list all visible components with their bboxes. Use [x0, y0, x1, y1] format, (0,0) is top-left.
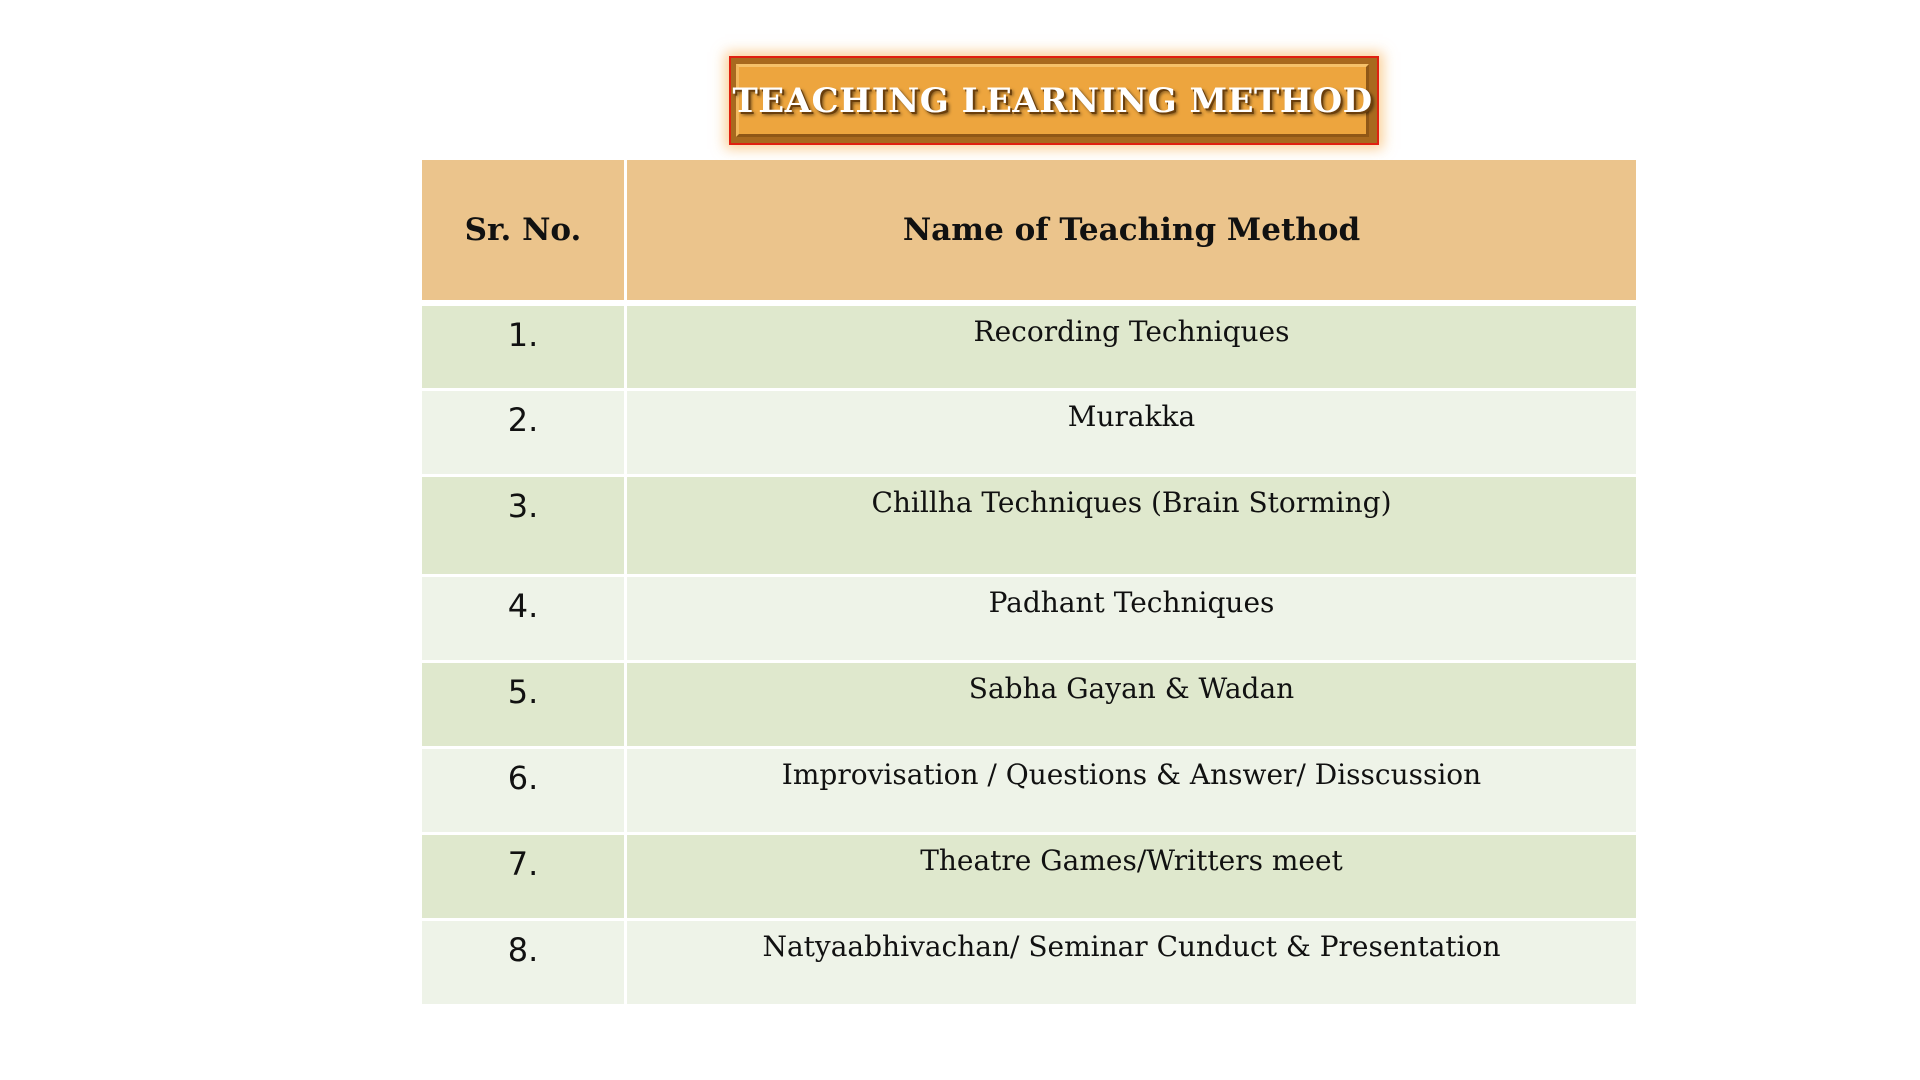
table-row: [422, 661, 1636, 747]
row-sr-no: 6.: [422, 747, 626, 833]
row-sr-no: 3.: [422, 475, 626, 575]
teaching-methods-table: [422, 160, 1636, 1007]
table-row: [422, 389, 1636, 475]
row-sr-no: 2.: [422, 389, 626, 475]
row-method-name: Murakka: [626, 389, 1637, 475]
header-sr-no: Sr. No.: [422, 160, 626, 303]
title-banner: [729, 56, 1379, 145]
row-method-name: Theatre Games/Writters meet: [626, 833, 1637, 919]
row-sr-no: 8.: [422, 919, 626, 1005]
table-header-row: [422, 160, 1636, 303]
row-sr-no: 1.: [422, 303, 626, 389]
table-row: [422, 475, 1636, 575]
table-row: [422, 575, 1636, 661]
table-row: [422, 303, 1636, 389]
table-row: [422, 747, 1636, 833]
row-method-name: Padhant Techniques: [626, 575, 1637, 661]
row-method-name: Improvisation / Questions & Answer/ Disscussion: [626, 747, 1637, 833]
title-inner: [732, 64, 1373, 137]
table-row: [422, 833, 1636, 919]
row-method-name: Natyaabhivachan/ Seminar Cunduct & Presentation: [626, 919, 1637, 1005]
row-sr-no: 4.: [422, 575, 626, 661]
slide-title: TEACHING LEARNING METHOD: [732, 80, 1373, 121]
header-method-name: Name of Teaching Method: [626, 160, 1637, 303]
row-method-name: Sabha Gayan & Wadan: [626, 661, 1637, 747]
row-sr-no: 5.: [422, 661, 626, 747]
row-sr-no: 7.: [422, 833, 626, 919]
row-method-name: Recording Techniques: [626, 303, 1637, 389]
table-row: [422, 919, 1636, 1005]
row-method-name: Chillha Techniques (Brain Storming): [626, 475, 1637, 575]
